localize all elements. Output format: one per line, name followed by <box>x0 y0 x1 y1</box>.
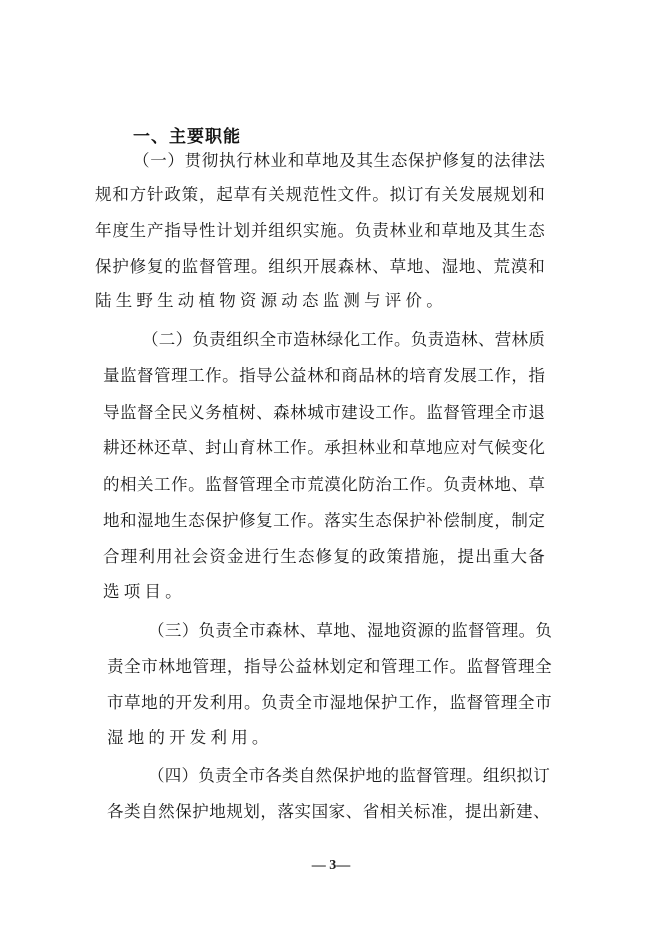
paragraph-2-line-5: 的 相 关 工 作 。 监 督 管 理 全 市 荒 漠 化 防 治 工 作 。 负 责 林 地 、 草 <box>103 475 545 494</box>
paragraph-3-line-3: 市 草 地 的 开 发 利 用 。 负 责 全 市 湿 地 保 护 工 作 ， 监 督 管 理 全 市 <box>107 693 552 712</box>
section-heading: 一、主要职能 <box>133 127 241 147</box>
paragraph-2-line-4: 耕 还 林 还 草 、 封 山 育 林 工 作 。 承 担 林 业 和 草 地 应 对 气 候 变 化 <box>103 438 545 457</box>
paragraph-1-line-3: 年 度 生 产 指 导 性 计 划 并 组 织 实 施 。 负 责 林 业 和 草 地 及 其 生 态 <box>95 221 545 240</box>
paragraph-1-line-2: 规 和 方 针 政 策 ， 起 草 有 关 规 范 性 文 件 。 拟 订 有 关 发 展 规 划 和 <box>95 185 545 204</box>
paragraph-3-line-2: 责 全 市 林 地 管 理 ， 指 导 公 益 林 划 定 和 管 理 工 作 。 监 督 管 理 全 <box>107 657 552 676</box>
paragraph-2-line-8: 选项目。 <box>103 582 186 601</box>
paragraph-4-line-1: （ 四 ） 负 责 全 市 各 类 自 然 保 护 地 的 监 督 管 理 。 组 织 拟 订 <box>148 766 550 785</box>
paragraph-3-line-1: （ 三 ） 负 责 全 市 森 林 、 草 地 、 湿 地 资 源 的 监 督 管 理 。 负 <box>148 621 552 640</box>
paragraph-1-line-1: （ 一 ） 贯 彻 执 行 林 业 和 草 地 及 其 生 态 保 护 修 复 的 法 律 法 <box>133 151 545 170</box>
paragraph-2-line-1: （ 二 ） 负 责 组 织 全 市 造 林 绿 化 工 作 。 负 责 造 林 、 营 林 质 <box>142 330 545 349</box>
paragraph-2-line-7: 合 理 利 用 社 会 资 金 进 行 生 态 修 复 的 政 策 措 施 ， 提 出 重 大 备 <box>103 547 545 566</box>
paragraph-2-line-6: 地 和 湿 地 生 态 保 护 修 复 工 作 。 落 实 生 态 保 护 补 偿 制 度 ， 制 定 <box>103 511 545 530</box>
paragraph-2-line-3: 导 监 督 全 民 义 务 植 树 、 森 林 城 市 建 设 工 作 。 监 督 管 理 全 市 退 <box>103 403 545 422</box>
paragraph-3-line-4: 湿地的开发利用。 <box>107 728 273 747</box>
page-number: — 3— <box>311 858 351 873</box>
paragraph-1-line-4: 保 护 修 复 的 监 督 管 理 。 组 织 开 展 森 林 、 草 地 、 湿 地 、 荒 漠 和 <box>95 257 545 276</box>
paragraph-1-line-5: 陆生野生动植物资源动态监测与评价。 <box>95 291 447 310</box>
paragraph-4-line-2: 各 类 自 然 保 护 地 规 划 ， 落 实 国 家 、 省 相 关 标 准 ， 提 出 新 建 、 <box>107 802 550 821</box>
paragraph-2-line-2: 量 监 督 管 理 工 作 。 指 导 公 益 林 和 商 品 林 的 培 育 发 展 工 作 ， 指 <box>103 366 545 385</box>
